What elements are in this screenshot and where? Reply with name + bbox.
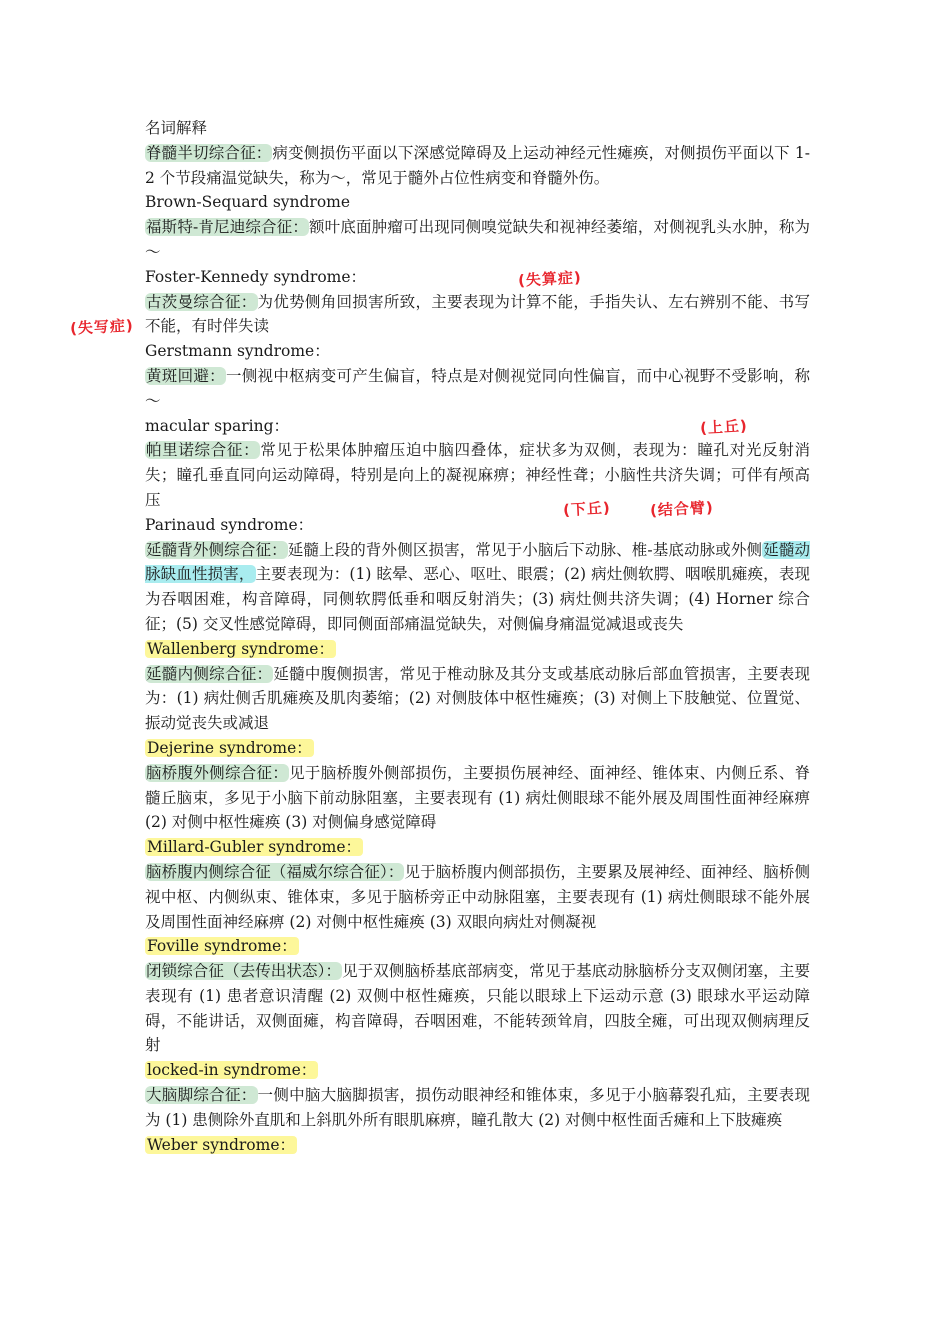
definition: 见于双侧脑桥基底部病变，常见于基底动脉脑桥分支双侧闭塞，主要表现有 (1) 患者意识清醒 (2) 双侧中枢性瘫痪，只能以眼球上下运动示意 (3) 眼球水平运动障碍，不能讲话，双侧面瘫，构音障碍，吞咽困难，不能转颈耸肩，四肢全瘫，可出现双侧病理反射 bbox=[145, 962, 810, 1055]
definition: 见于脑桥腹内侧部损伤，主要累及展神经、面神经、脑桥侧视中枢、内侧纵束、锥体束，多见于脑桥旁正中动脉阻塞，主要表现有 (1) 病灶侧眼球不能外展及周围性面神经麻痹 (2) 对侧中枢性瘫痪 (3) 双眼向病灶对侧凝视 bbox=[145, 862, 810, 931]
entry-foville bbox=[145, 860, 810, 934]
term: 大脑脚综合征： bbox=[146, 1086, 257, 1105]
term: 脑桥腹内侧综合征（福威尔综合征）： bbox=[146, 862, 404, 881]
definition: 为优势侧角回损害所致，主要表现为计算不能，手指失认、左右辨别不能、书写不能，有时伴失读 bbox=[145, 292, 810, 336]
entry-macular-sparing bbox=[145, 364, 810, 414]
page-title: 名词解释 bbox=[145, 119, 208, 137]
definition: 病变侧损伤平面以下深感觉障碍及上运动神经元性瘫痪，对侧损伤平面以下 1-2 个节段痛温觉缺失，称为～，常见于髓外占位性病变和脊髓外伤。 bbox=[145, 143, 810, 187]
term: 福斯特-肯尼迪综合征： bbox=[146, 218, 309, 237]
entry-gerstmann bbox=[145, 290, 810, 340]
entry-locked-in bbox=[145, 959, 810, 1058]
term: 黄斑回避： bbox=[146, 366, 225, 385]
handwritten-note-inferior-colliculus: (下丘) bbox=[562, 498, 612, 520]
entry-millard-gubler bbox=[145, 761, 810, 835]
entry-dejerine bbox=[145, 662, 810, 736]
definition-part: 延髓上段的背外侧区损害，常见于小脑后下动脉、椎-基底动脉或外侧 bbox=[287, 540, 763, 559]
handwritten-note-brachium-conjunctivum: (结合臂) bbox=[649, 498, 715, 520]
english-term: Dejerine syndrome： bbox=[147, 738, 312, 757]
definition: 主要表现为：(1) 眩晕、恶心、呕吐、眼震；(2) 病灶侧软腭、咽喉肌瘫痪，表现为吞咽困难，构音障碍，同侧软腭低垂和咽反射消失；(3) 病灶侧共济失调；(4) Horner 综合征；(5) 交叉性感觉障碍，即同侧面部痛温觉缺失，对侧偏身痛温觉减退或丧失 bbox=[145, 565, 810, 633]
term: 闭锁综合征（去传出状态）： bbox=[146, 962, 342, 981]
term: 延髓背外侧综合征： bbox=[146, 540, 287, 559]
entry-foster-kennedy bbox=[145, 215, 810, 265]
definition: 一侧中脑大脑脚损害，损伤动眼神经和锥体束，多见于小脑幕裂孔疝，主要表现为 (1) 患侧除外直肌和上斜肌外所有眼肌麻痹，瞳孔散大 (2) 对侧中枢性面舌瘫和上下肢瘫痪 bbox=[145, 1086, 810, 1129]
handwritten-note-acalculia: (失算症) bbox=[517, 268, 583, 290]
handwritten-note-agraphia: (失写症) bbox=[69, 316, 135, 338]
english-term: Brown-Sequard syndrome bbox=[145, 193, 351, 212]
definition: 额叶底面肿瘤可出现同侧嗅觉缺失和视神经萎缩，对侧视乳头水肿，称为～ bbox=[145, 218, 810, 261]
entry-wallenberg bbox=[145, 538, 810, 637]
english-term: Millard-Gubler syndrome： bbox=[147, 838, 362, 857]
term: 延髓内侧综合征： bbox=[146, 664, 273, 683]
english-term: macular sparing： bbox=[145, 416, 290, 435]
english-term: locked-in syndrome： bbox=[147, 1061, 317, 1080]
definition: 常见于松果体肿瘤压迫中脑四叠体，症状多为双侧，表现为：瞳孔对光反射消失；瞳孔垂直同向运动障碍，特别是向上的凝视麻痹；神经性聋；小脑性共济失调；可伴有颅高压 bbox=[145, 441, 810, 509]
english-term: Parinaud syndrome： bbox=[145, 515, 314, 534]
english-term: Wallenberg syndrome： bbox=[147, 639, 334, 658]
english-term: Foville syndrome： bbox=[147, 937, 297, 956]
handwritten-note-superior-colliculus: (上丘) bbox=[699, 416, 749, 438]
english-term: Foster-Kennedy syndrome： bbox=[145, 267, 367, 286]
term: 脊髓半切综合征： bbox=[146, 143, 272, 162]
term: 帕里诺综合征： bbox=[146, 441, 260, 460]
term: 古茨曼综合征： bbox=[146, 292, 257, 311]
english-term: Gerstmann syndrome： bbox=[145, 342, 330, 361]
document-body bbox=[145, 116, 810, 1157]
english-term: Weber syndrome： bbox=[147, 1135, 295, 1154]
entry-weber bbox=[145, 1083, 810, 1133]
definition: 延髓中腹侧损害，常见于椎动脉及其分支或基底动脉后部血管损害，主要表现为：(1) 病灶侧舌肌瘫痪及肌肉萎缩；(2) 对侧肢体中枢性瘫痪；(3) 对侧上下肢触觉、位置觉、振动觉丧失或减退 bbox=[145, 664, 810, 733]
definition: 一侧视中枢病变可产生偏盲，特点是对侧视觉同向性偏盲，而中心视野不受影响，称～ bbox=[145, 366, 810, 410]
cyan-highlight: 延髓动脉缺血性损害， bbox=[145, 540, 810, 584]
term: 脑桥腹外侧综合征： bbox=[146, 763, 289, 782]
entry-brown-sequard bbox=[145, 141, 810, 191]
definition: 见于脑桥腹外侧部损伤，主要损伤展神经、面神经、锥体束、内侧丘系、脊髓丘脑束，多见于小脑下前动脉阻塞，主要表现有 (1) 病灶侧眼球不能外展及周围性面神经麻痹 (2) 对侧中枢性瘫痪 (3) 对侧偏身感觉障碍 bbox=[145, 763, 810, 832]
